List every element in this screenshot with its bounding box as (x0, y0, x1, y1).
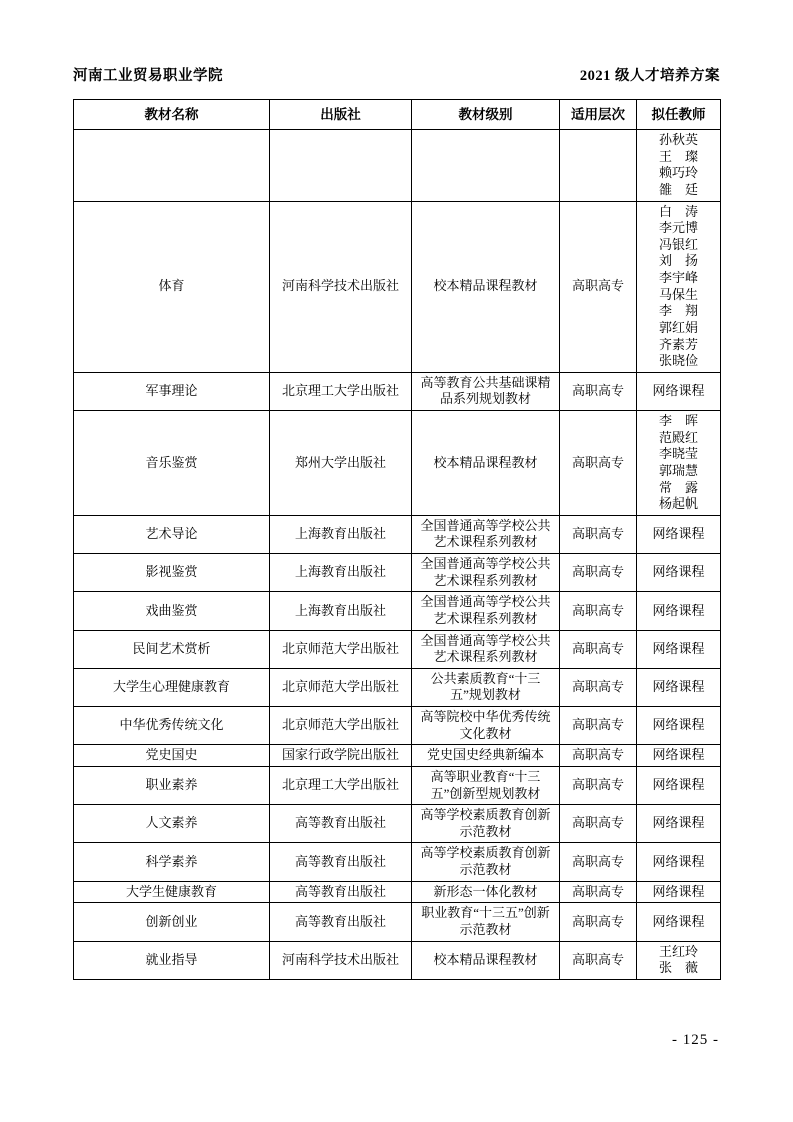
teacher-name: 网络课程 (652, 717, 705, 733)
cell-applicable-tier: 高职高专 (560, 745, 637, 767)
table-row (74, 903, 721, 941)
cell-textbook-name: 大学生健康教育 (74, 881, 270, 903)
teacher-name: 马保生 (658, 286, 698, 302)
cell-textbook-name: 科学素养 (74, 843, 270, 881)
teacher-name: 网络课程 (652, 679, 705, 695)
table-row (74, 411, 721, 516)
cell-applicable-tier: 高职高专 (560, 903, 637, 941)
table-row (74, 843, 721, 881)
header-institution: 河南工业贸易职业学院 (73, 68, 223, 84)
cell-publisher: 郑州大学出版社 (270, 411, 412, 516)
table-row (74, 372, 721, 410)
teacher-name: 网络课程 (652, 913, 705, 929)
page-header (73, 64, 720, 85)
cell-applicable-tier: 高职高专 (560, 372, 637, 410)
teacher-name: 王 璨 (658, 148, 698, 164)
cell-textbook-level: 全国普通高等学校公共艺术课程系列教材 (412, 515, 560, 553)
cell-textbook-level: 全国普通高等学校公共艺术课程系列教材 (412, 592, 560, 630)
textbook-table (73, 99, 721, 980)
cell-publisher: 上海教育出版社 (270, 592, 412, 630)
cell-publisher: 北京理工大学出版社 (270, 766, 412, 804)
cell-textbook-level: 高等学校素质教育创新示范教材 (412, 843, 560, 881)
cell-textbook-name: 就业指导 (74, 941, 270, 979)
table-row (74, 130, 721, 202)
teacher-name: 网络课程 (652, 883, 705, 899)
cell-textbook-name: 体育 (74, 201, 270, 372)
cell-assigned-teachers (637, 903, 721, 941)
cell-assigned-teachers (637, 941, 721, 979)
cell-textbook-name (74, 130, 270, 202)
teacher-name: 网络课程 (652, 815, 705, 831)
cell-textbook-level: 公共素质教育“十三五”规划教材 (412, 668, 560, 706)
teacher-name: 赖巧玲 (658, 165, 698, 181)
teacher-name: 网络课程 (652, 853, 705, 869)
cell-applicable-tier: 高职高专 (560, 766, 637, 804)
cell-assigned-teachers (637, 805, 721, 843)
cell-publisher: 北京理工大学出版社 (270, 372, 412, 410)
teacher-name: 李 晖 (658, 413, 698, 428)
cell-textbook-level: 高等职业教育“十三五”创新型规划教材 (412, 766, 560, 804)
table-row (74, 668, 721, 706)
cell-publisher: 高等教育出版社 (270, 881, 412, 903)
cell-textbook-name: 民间艺术赏析 (74, 630, 270, 668)
cell-assigned-teachers (637, 707, 721, 745)
cell-textbook-level (412, 130, 560, 202)
teacher-name: 网络课程 (652, 602, 705, 618)
table-row (74, 745, 721, 767)
cell-applicable-tier: 高职高专 (560, 941, 637, 979)
cell-applicable-tier: 高职高专 (560, 805, 637, 843)
cell-textbook-level: 校本精品课程教材 (412, 411, 560, 516)
cell-assigned-teachers (637, 411, 721, 516)
teacher-name: 孙秋英 (658, 132, 698, 147)
teacher-name: 齐素芳 (658, 336, 698, 352)
cell-textbook-level: 党史国史经典新编本 (412, 745, 560, 767)
table-row (74, 630, 721, 668)
cell-publisher: 河南科学技术出版社 (270, 941, 412, 979)
cell-textbook-name: 党史国史 (74, 745, 270, 767)
teacher-name: 刘 扬 (658, 253, 698, 269)
cell-assigned-teachers (637, 843, 721, 881)
cell-applicable-tier: 高职高专 (560, 554, 637, 592)
cell-assigned-teachers (637, 592, 721, 630)
teacher-name: 张 薇 (658, 960, 698, 976)
teacher-name: 网络课程 (652, 383, 705, 399)
cell-textbook-level: 新形态一体化教材 (412, 881, 560, 903)
teacher-name: 白 涛 (658, 203, 698, 219)
cell-publisher: 北京师范大学出版社 (270, 668, 412, 706)
cell-textbook-level: 全国普通高等学校公共艺术课程系列教材 (412, 554, 560, 592)
column-header-publisher: 出版社 (270, 100, 412, 130)
cell-textbook-name: 戏曲鉴赏 (74, 592, 270, 630)
teacher-name: 郭瑞慧 (658, 462, 698, 478)
cell-textbook-level: 校本精品课程教材 (412, 941, 560, 979)
teacher-name-list (640, 944, 717, 977)
table-row (74, 766, 721, 804)
table-row (74, 707, 721, 745)
cell-textbook-level: 高等学校素质教育创新示范教材 (412, 805, 560, 843)
column-header-level: 教材级别 (412, 100, 560, 130)
cell-applicable-tier: 高职高专 (560, 707, 637, 745)
cell-textbook-level: 高等院校中华优秀传统文化教材 (412, 707, 560, 745)
table-body (74, 130, 721, 980)
cell-assigned-teachers (637, 515, 721, 553)
teacher-name: 范殿红 (658, 429, 698, 445)
teacher-name: 网络课程 (652, 564, 705, 580)
teacher-name: 常 露 (658, 479, 698, 495)
cell-textbook-name: 影视鉴赏 (74, 554, 270, 592)
cell-applicable-tier: 高职高专 (560, 668, 637, 706)
teacher-name: 王红玲 (658, 943, 698, 959)
page-footer: - 125 - (672, 1032, 719, 1048)
teacher-name: 李晓莹 (658, 446, 698, 462)
cell-textbook-level: 职业教育“十三五”创新示范教材 (412, 903, 560, 941)
cell-textbook-name: 中华优秀传统文化 (74, 707, 270, 745)
teacher-name: 网络课程 (652, 526, 705, 542)
cell-publisher: 北京师范大学出版社 (270, 630, 412, 668)
cell-publisher: 高等教育出版社 (270, 843, 412, 881)
cell-publisher: 上海教育出版社 (270, 515, 412, 553)
cell-applicable-tier: 高职高专 (560, 843, 637, 881)
table-row (74, 554, 721, 592)
cell-applicable-tier: 高职高专 (560, 515, 637, 553)
table-header-row (74, 100, 721, 130)
table-row (74, 515, 721, 553)
table-row (74, 592, 721, 630)
cell-textbook-level: 高等教育公共基础课精品系列规划教材 (412, 372, 560, 410)
cell-applicable-tier: 高职高专 (560, 881, 637, 903)
cell-assigned-teachers (637, 745, 721, 767)
cell-textbook-name: 创新创业 (74, 903, 270, 941)
cell-textbook-level: 全国普通高等学校公共艺术课程系列教材 (412, 630, 560, 668)
cell-publisher: 高等教育出版社 (270, 805, 412, 843)
cell-applicable-tier: 高职高专 (560, 201, 637, 372)
cell-assigned-teachers (637, 766, 721, 804)
teacher-name: 雒 廷 (658, 181, 698, 197)
cell-publisher: 高等教育出版社 (270, 903, 412, 941)
teacher-name: 张晓俭 (658, 353, 698, 369)
cell-textbook-name: 军事理论 (74, 372, 270, 410)
cell-assigned-teachers (637, 881, 721, 903)
cell-applicable-tier: 高职高专 (560, 411, 637, 516)
cell-textbook-name: 人文素养 (74, 805, 270, 843)
table-row (74, 881, 721, 903)
teacher-name-list (640, 204, 717, 370)
table-row (74, 201, 721, 372)
cell-textbook-name: 大学生心理健康教育 (74, 668, 270, 706)
cell-assigned-teachers (637, 201, 721, 372)
cell-publisher: 上海教育出版社 (270, 554, 412, 592)
teacher-name: 网络课程 (652, 747, 705, 763)
cell-textbook-name: 职业素养 (74, 766, 270, 804)
column-header-name: 教材名称 (74, 100, 270, 130)
teacher-name-list (640, 132, 717, 199)
cell-assigned-teachers (637, 630, 721, 668)
table-row (74, 805, 721, 843)
cell-textbook-level: 校本精品课程教材 (412, 201, 560, 372)
teacher-name: 李 翔 (658, 303, 698, 319)
table-row (74, 941, 721, 979)
cell-assigned-teachers (637, 372, 721, 410)
teacher-name: 网络课程 (652, 640, 705, 656)
cell-assigned-teachers (637, 554, 721, 592)
cell-publisher: 北京师范大学出版社 (270, 707, 412, 745)
teacher-name: 李宇峰 (658, 270, 698, 285)
cell-publisher: 河南科学技术出版社 (270, 201, 412, 372)
cell-publisher: 国家行政学院出版社 (270, 745, 412, 767)
cell-assigned-teachers (637, 668, 721, 706)
teacher-name-list (640, 413, 717, 513)
cell-assigned-teachers (637, 130, 721, 202)
cell-publisher (270, 130, 412, 202)
teacher-name: 网络课程 (652, 777, 705, 793)
teacher-name: 冯银红 (658, 236, 698, 252)
column-header-tier: 适用层次 (560, 100, 637, 130)
teacher-name: 李元博 (658, 220, 698, 236)
teacher-name: 郭红娟 (658, 319, 698, 335)
column-header-teacher: 拟任教师 (637, 100, 721, 130)
cell-textbook-name: 音乐鉴赏 (74, 411, 270, 516)
cell-applicable-tier: 高职高专 (560, 630, 637, 668)
cell-applicable-tier: 高职高专 (560, 592, 637, 630)
teacher-name: 杨起帆 (658, 496, 698, 512)
cell-textbook-name: 艺术导论 (74, 515, 270, 553)
header-document-title: 2021 级人才培养方案 (579, 68, 720, 84)
cell-applicable-tier (560, 130, 637, 202)
